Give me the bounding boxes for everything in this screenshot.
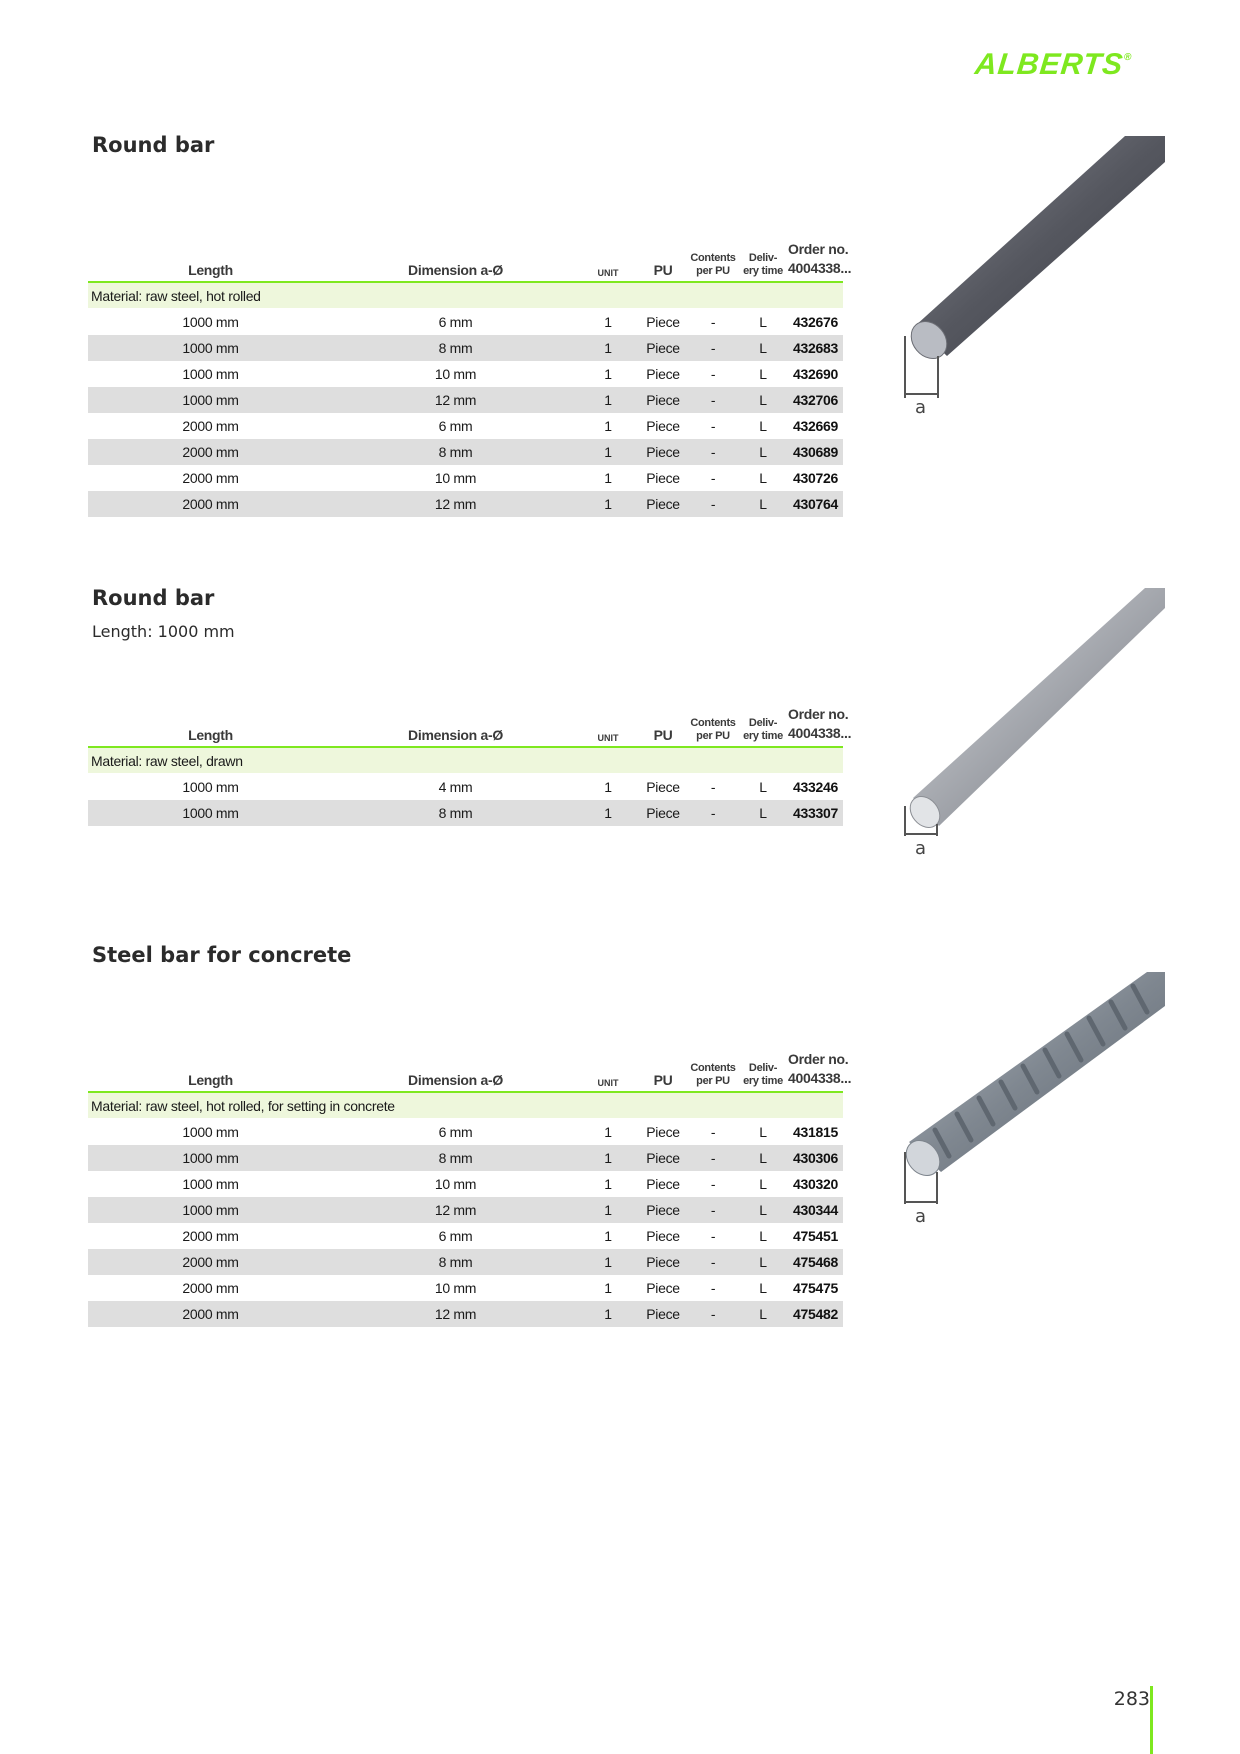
cell-delivery: L	[738, 1145, 788, 1171]
section-title: Round bar	[92, 586, 215, 610]
cell-delivery: L	[738, 439, 788, 465]
cell-order: 433307	[788, 800, 843, 826]
cell-order: 430726	[788, 465, 843, 491]
cell-length: 2000 mm	[88, 439, 333, 465]
cell-pu: Piece	[638, 1145, 688, 1171]
cell-contents: -	[688, 774, 738, 801]
header-order-no: Order no. 4004338...	[788, 687, 843, 747]
product-table	[88, 687, 852, 826]
cell-length: 1000 mm	[88, 335, 333, 361]
cell-length: 2000 mm	[88, 413, 333, 439]
cell-dimension: 8 mm	[333, 1145, 578, 1171]
cell-order: 432676	[788, 309, 843, 336]
cell-length: 1000 mm	[88, 800, 333, 826]
cell-dimension: 10 mm	[333, 361, 578, 387]
cell-order: 475451	[788, 1223, 843, 1249]
table-row	[88, 439, 843, 465]
table-row	[88, 1249, 843, 1275]
cell-dimension: 10 mm	[333, 1171, 578, 1197]
cell-order: 475475	[788, 1275, 843, 1301]
header-length: Length	[88, 222, 333, 282]
cell-contents: -	[688, 491, 738, 517]
cell-unit: 1	[578, 774, 638, 801]
cell-order: 432690	[788, 361, 843, 387]
cell-unit: 1	[578, 1119, 638, 1146]
cell-delivery: L	[738, 387, 788, 413]
cell-length: 2000 mm	[88, 1275, 333, 1301]
cell-dimension: 12 mm	[333, 387, 578, 413]
material-label: Material: raw steel, drawn	[88, 747, 843, 774]
cell-length: 1000 mm	[88, 1119, 333, 1146]
cell-dimension: 12 mm	[333, 1197, 578, 1223]
cell-dimension: 8 mm	[333, 335, 578, 361]
cell-order: 430344	[788, 1197, 843, 1223]
header-delivery: Deliv- ery time	[738, 222, 788, 282]
cell-unit: 1	[578, 361, 638, 387]
header-length: Length	[88, 687, 333, 747]
rebar-image	[895, 972, 1165, 1232]
cell-contents: -	[688, 309, 738, 336]
cell-delivery: L	[738, 1197, 788, 1223]
cell-pu: Piece	[638, 465, 688, 491]
table-header-row	[88, 687, 843, 747]
cell-dimension: 12 mm	[333, 491, 578, 517]
cell-contents: -	[688, 1249, 738, 1275]
cell-dimension: 12 mm	[333, 1301, 578, 1327]
table-row	[88, 1223, 843, 1249]
header-delivery: Deliv- ery time	[738, 1032, 788, 1092]
header-dimension: Dimension a-Ø	[333, 222, 578, 282]
header-length: Length	[88, 1032, 333, 1092]
cell-unit: 1	[578, 1249, 638, 1275]
section-subtitle: Length: 1000 mm	[92, 622, 235, 641]
cell-unit: 1	[578, 1197, 638, 1223]
cell-dimension: 4 mm	[333, 774, 578, 801]
cell-order: 433246	[788, 774, 843, 801]
table-row	[88, 335, 843, 361]
cell-order: 430689	[788, 439, 843, 465]
table-row	[88, 491, 843, 517]
header-dimension: Dimension a-Ø	[333, 687, 578, 747]
header-pu: PU	[638, 222, 688, 282]
cell-pu: Piece	[638, 1301, 688, 1327]
table-row	[88, 1119, 843, 1146]
cell-order: 475482	[788, 1301, 843, 1327]
cell-length: 2000 mm	[88, 465, 333, 491]
header-order-no: Order no. 4004338...	[788, 1032, 843, 1092]
cell-length: 2000 mm	[88, 491, 333, 517]
cell-unit: 1	[578, 413, 638, 439]
cell-dimension: 6 mm	[333, 1119, 578, 1146]
round-bar-rough-image	[895, 136, 1165, 416]
table-row	[88, 1171, 843, 1197]
cell-contents: -	[688, 800, 738, 826]
cell-contents: -	[688, 1197, 738, 1223]
registered-mark: ®	[1123, 52, 1133, 63]
cell-pu: Piece	[638, 309, 688, 336]
header-contents: Contents per PU	[688, 1032, 738, 1092]
cell-length: 1000 mm	[88, 1197, 333, 1223]
dimension-label: a	[915, 397, 927, 416]
cell-dimension: 10 mm	[333, 1275, 578, 1301]
section-title: Round bar	[92, 133, 215, 157]
cell-pu: Piece	[638, 800, 688, 826]
cell-pu: Piece	[638, 413, 688, 439]
header-unit: UNIT	[578, 687, 638, 747]
cell-delivery: L	[738, 1301, 788, 1327]
cell-pu: Piece	[638, 1223, 688, 1249]
cell-order: 432706	[788, 387, 843, 413]
cell-pu: Piece	[638, 439, 688, 465]
cell-unit: 1	[578, 335, 638, 361]
cell-contents: -	[688, 439, 738, 465]
cell-length: 1000 mm	[88, 774, 333, 801]
cell-order: 431815	[788, 1119, 843, 1146]
material-label: Material: raw steel, hot rolled	[88, 282, 843, 309]
header-order-no: Order no. 4004338...	[788, 222, 843, 282]
cell-contents: -	[688, 387, 738, 413]
cell-length: 1000 mm	[88, 1171, 333, 1197]
header-unit: UNIT	[578, 1032, 638, 1092]
table-row	[88, 1145, 843, 1171]
cell-contents: -	[688, 413, 738, 439]
cell-delivery: L	[738, 1249, 788, 1275]
section-title: Steel bar for concrete	[92, 943, 352, 967]
cell-dimension: 8 mm	[333, 800, 578, 826]
cell-dimension: 6 mm	[333, 1223, 578, 1249]
cell-contents: -	[688, 1275, 738, 1301]
cell-contents: -	[688, 1145, 738, 1171]
cell-delivery: L	[738, 1171, 788, 1197]
cell-unit: 1	[578, 1275, 638, 1301]
cell-pu: Piece	[638, 387, 688, 413]
table-header-row	[88, 222, 843, 282]
table-row	[88, 1197, 843, 1223]
round-bar-smooth-image	[895, 588, 1165, 868]
header-contents: Contents per PU	[688, 222, 738, 282]
header-delivery: Deliv- ery time	[738, 687, 788, 747]
header-pu: PU	[638, 687, 688, 747]
table-row	[88, 774, 843, 801]
cell-dimension: 6 mm	[333, 309, 578, 336]
cell-pu: Piece	[638, 361, 688, 387]
cell-dimension: 8 mm	[333, 1249, 578, 1275]
table-row	[88, 1301, 843, 1327]
table-header-row	[88, 1032, 843, 1092]
table-row	[88, 465, 843, 491]
cell-delivery: L	[738, 491, 788, 517]
table-row	[88, 361, 843, 387]
cell-pu: Piece	[638, 1275, 688, 1301]
cell-unit: 1	[578, 387, 638, 413]
table-row	[88, 387, 843, 413]
header-dimension: Dimension a-Ø	[333, 1032, 578, 1092]
cell-unit: 1	[578, 1145, 638, 1171]
cell-delivery: L	[738, 1119, 788, 1146]
cell-contents: -	[688, 1223, 738, 1249]
cell-order: 430764	[788, 491, 843, 517]
cell-contents: -	[688, 335, 738, 361]
cell-unit: 1	[578, 800, 638, 826]
cell-unit: 1	[578, 491, 638, 517]
cell-unit: 1	[578, 465, 638, 491]
cell-contents: -	[688, 1119, 738, 1146]
header-unit: UNIT	[578, 222, 638, 282]
cell-length: 1000 mm	[88, 387, 333, 413]
cell-length: 1000 mm	[88, 361, 333, 387]
cell-pu: Piece	[638, 335, 688, 361]
cell-unit: 1	[578, 439, 638, 465]
cell-length: 1000 mm	[88, 1145, 333, 1171]
cell-delivery: L	[738, 309, 788, 336]
cell-order: 432669	[788, 413, 843, 439]
cell-pu: Piece	[638, 491, 688, 517]
cell-order: 475468	[788, 1249, 843, 1275]
cell-unit: 1	[578, 1301, 638, 1327]
cell-length: 2000 mm	[88, 1249, 333, 1275]
cell-delivery: L	[738, 774, 788, 801]
cell-contents: -	[688, 465, 738, 491]
table-row	[88, 1275, 843, 1301]
material-label: Material: raw steel, hot rolled, for setting in concrete	[88, 1092, 843, 1119]
cell-dimension: 8 mm	[333, 439, 578, 465]
cell-order: 432683	[788, 335, 843, 361]
cell-contents: -	[688, 1301, 738, 1327]
cell-delivery: L	[738, 1223, 788, 1249]
table-row	[88, 800, 843, 826]
cell-pu: Piece	[638, 1249, 688, 1275]
cell-unit: 1	[578, 1171, 638, 1197]
cell-unit: 1	[578, 1223, 638, 1249]
cell-contents: -	[688, 361, 738, 387]
dimension-label: a	[915, 838, 927, 859]
cell-pu: Piece	[638, 1119, 688, 1146]
cell-delivery: L	[738, 1275, 788, 1301]
cell-delivery: L	[738, 465, 788, 491]
product-table	[88, 1032, 852, 1327]
cell-delivery: L	[738, 361, 788, 387]
cell-length: 2000 mm	[88, 1301, 333, 1327]
cell-pu: Piece	[638, 1197, 688, 1223]
cell-order: 430320	[788, 1171, 843, 1197]
cell-contents: -	[688, 1171, 738, 1197]
header-pu: PU	[638, 1032, 688, 1092]
cell-delivery: L	[738, 413, 788, 439]
dimension-label: a	[915, 1206, 927, 1227]
material-row	[88, 282, 843, 309]
cell-order: 430306	[788, 1145, 843, 1171]
brand-name: ALBERTS	[973, 48, 1126, 81]
cell-pu: Piece	[638, 1171, 688, 1197]
cell-length: 1000 mm	[88, 309, 333, 336]
cell-pu: Piece	[638, 774, 688, 801]
cell-unit: 1	[578, 309, 638, 336]
product-table	[88, 222, 852, 517]
page-number: 283	[1113, 1688, 1150, 1710]
page-number-rule	[1150, 1686, 1153, 1754]
cell-delivery: L	[738, 800, 788, 826]
brand-logo	[973, 48, 1167, 84]
table-row	[88, 413, 843, 439]
table-row	[88, 309, 843, 336]
material-row	[88, 747, 843, 774]
header-contents: Contents per PU	[688, 687, 738, 747]
cell-dimension: 10 mm	[333, 465, 578, 491]
material-row	[88, 1092, 843, 1119]
cell-length: 2000 mm	[88, 1223, 333, 1249]
cell-dimension: 6 mm	[333, 413, 578, 439]
cell-delivery: L	[738, 335, 788, 361]
